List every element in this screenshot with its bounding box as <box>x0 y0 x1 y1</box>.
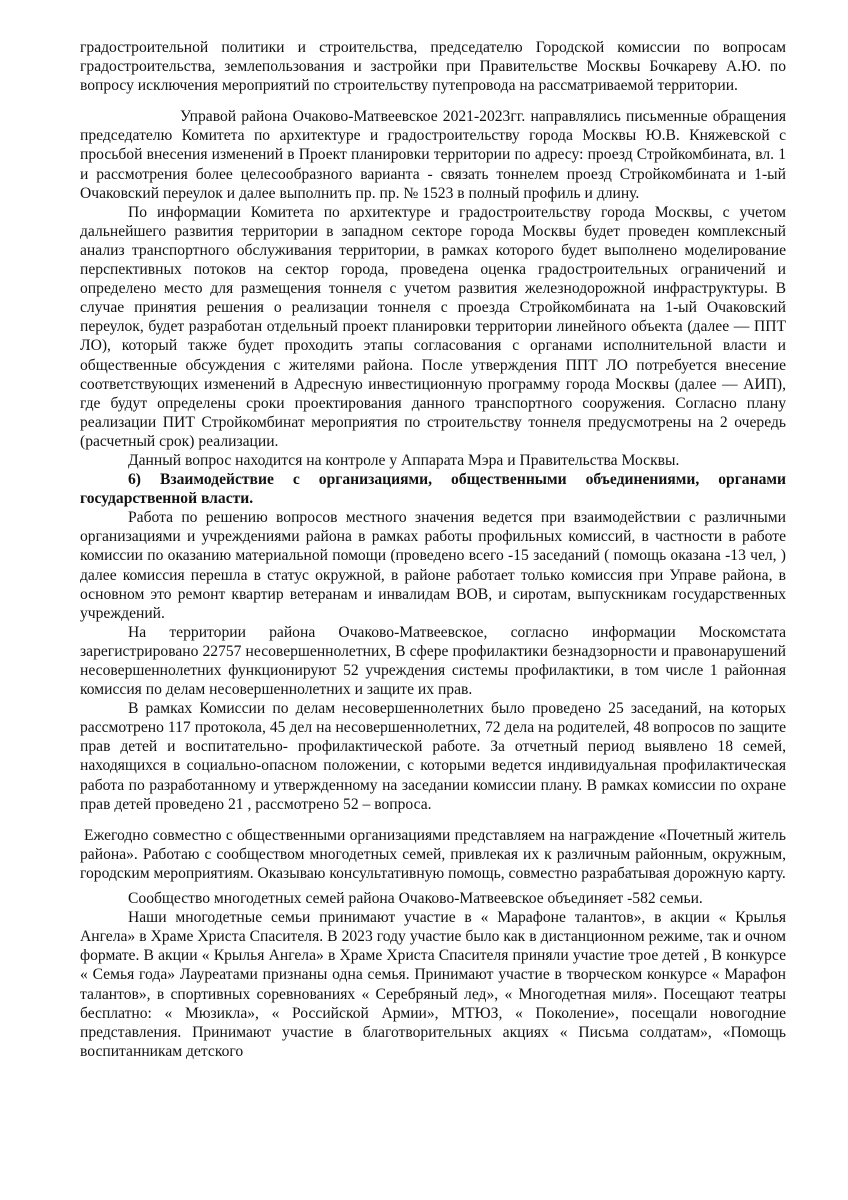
paragraph-large-families-events: Наши многодетные семьи принимают участие в « Марафоне талантов», в акции « Крылья Ангела» в Храме Христа Спасителя. В 2023 году участие было как в дистанционном режиме, так и очном формате. В акции « Крылья Ангела» в Храме Христа Спасителя приняли участие трое детей , В конкурсе « Семья года» Лауреатами признаны одна семья. Принимают участие в творческом конкурсе « Марафон талантов», в спортивных соревнованиях « Серебряный лед», « Многодетная миля». Посещают театры бесплатно: « Мюзикла», « Российской Армии», МТЮЗ, « Поколение», посещали новогодние представления. Принимают участие в благотворительных акциях « Письма солдатам», «Помощь воспитанникам детского <box>80 909 786 1060</box>
document-page <box>80 38 786 1061</box>
paragraph-minors-commission: В рамках Комиссии по делам несовершеннолетних было проведено 25 заседаний, на которых рассмотрено 117 протокола, 45 дел на несовершеннолетних, 72 дела на родителей, 48 вопросов по защите прав детей и воспитательно- профилактической работе. За отчетный период выявлено 18 семей, находящихся в социально-опасном положении, с которыми ведется индивидуальная профилактическая работа по разработанному и утвержденному на заседании комиссии плану. В рамках комиссии по охране прав детей проведено 21 , рассмотрено 52 – вопроса. <box>80 700 786 813</box>
paragraph-public-organizations: Ежегодно совместно с общественными организациями представляем на награждение «Почетный житель района». Работаю с сообществом многодетных семей, привлекая их к различным районным, окружным, городским мероприятиям. Оказываю консультативную помощь, совместно разрабатывая дорожную карту. <box>80 826 786 882</box>
paragraph-large-families-count: Сообщество многодетных семей района Очаково-Матвеевское объединяет -582 семьи. <box>128 890 703 908</box>
paragraph-committee-info: По информации Комитета по архитектуре и градостроительству города Москвы, с учетом дальнейшего развития территории в западном секторе города Москвы будет проведен комплексный анализ транспортного обслуживания территории, в рамках которого будет выполнено моделирование перспективных потоков на сектор города, проведена оценка градостроительных ограничений и определено место для размещения тоннеля с учетом развития железнодорожной инфраструктуры. В случае принятия решения о реализации тоннеля с проезда Стройкомбината на 1-ый Очаковский переулок, будет разработан отдельный проект планировки территории линейного объекта (далее — ППТ ЛО), который также будет проходить этапы согласования с органами исполнительной власти и общественные обсуждения с жителями района. После утверждения ППТ ЛО потребуется внесение соответствующих изменений в Адресную инвестиционную программу города Москвы (далее — АИП), где будут определены сроки проектирования данного транспортного сооружения. Согласно плану реализации ПИТ Стройкомбинат мероприятия по строительству тоннеля предусмотрены на 2 очередь (расчетный срок) реализации. <box>80 203 786 450</box>
paragraph-control-note: Данный вопрос находится на контроле у Аппарата Мэра и Правительства Москвы. <box>128 451 680 469</box>
paragraph-local-issues: Работа по решению вопросов местного значения ведется при взаимодействии с различными организациями и учреждениями района в рамках работы профильных комиссий, в частности в работе комиссии по оказанию материальной помощи (проведено всего -15 заседаний ( помощь оказана -13 чел, ) далее комиссия перешла в статус окружной, в районе работает только комиссия при Управе района, в основном это ремонт квартир ветеранам и инвалидам ВОВ, и сиротам, выпускникам государственных учреждений. <box>80 509 786 622</box>
section-heading-6: 6) Взаимодействие с организациями, общественными объединениями, органами государственной власти. <box>80 471 786 508</box>
paragraph-intro-continuation: градостроительной политики и строительства, председателю Городской комиссии по вопросам градостроительства, землепользования и застройки при Правительстве Москвы Бочкареву А.Ю. по вопросу исключения мероприятий по строительству путепровода на рассматриваемой территории. <box>80 39 786 95</box>
paragraph-uprava-appeals: Управой района Очаково-Матвеевское 2021-2023гг. направлялись письменные обращения председателю Комитета по архитектуре и градостроительству города Москвы Ю.В. Княжевской с просьбой внесения изменений в Проект планировки территории по адресу: проезд Стройкомбината, вл. 1 и рассмотрения более целесообразного варианта - связать тоннелем проезд Стройкомбината и 1-ый Очаковский переулок и далее выполнить пр. пр. № 1523 в полный профиль и длину. <box>80 108 786 202</box>
paragraph-minors-statistics: На территории района Очаково-Матвеевское, согласно информации Москомстата зарегистрировано 22757 несовершеннолетних, В сфере профилактики безнадзорности и правонарушений несовершеннолетних функционируют 52 учреждения системы профилактики, в том числе 1 районная комиссия по делам несовершеннолетних и защите их прав. <box>80 623 786 699</box>
